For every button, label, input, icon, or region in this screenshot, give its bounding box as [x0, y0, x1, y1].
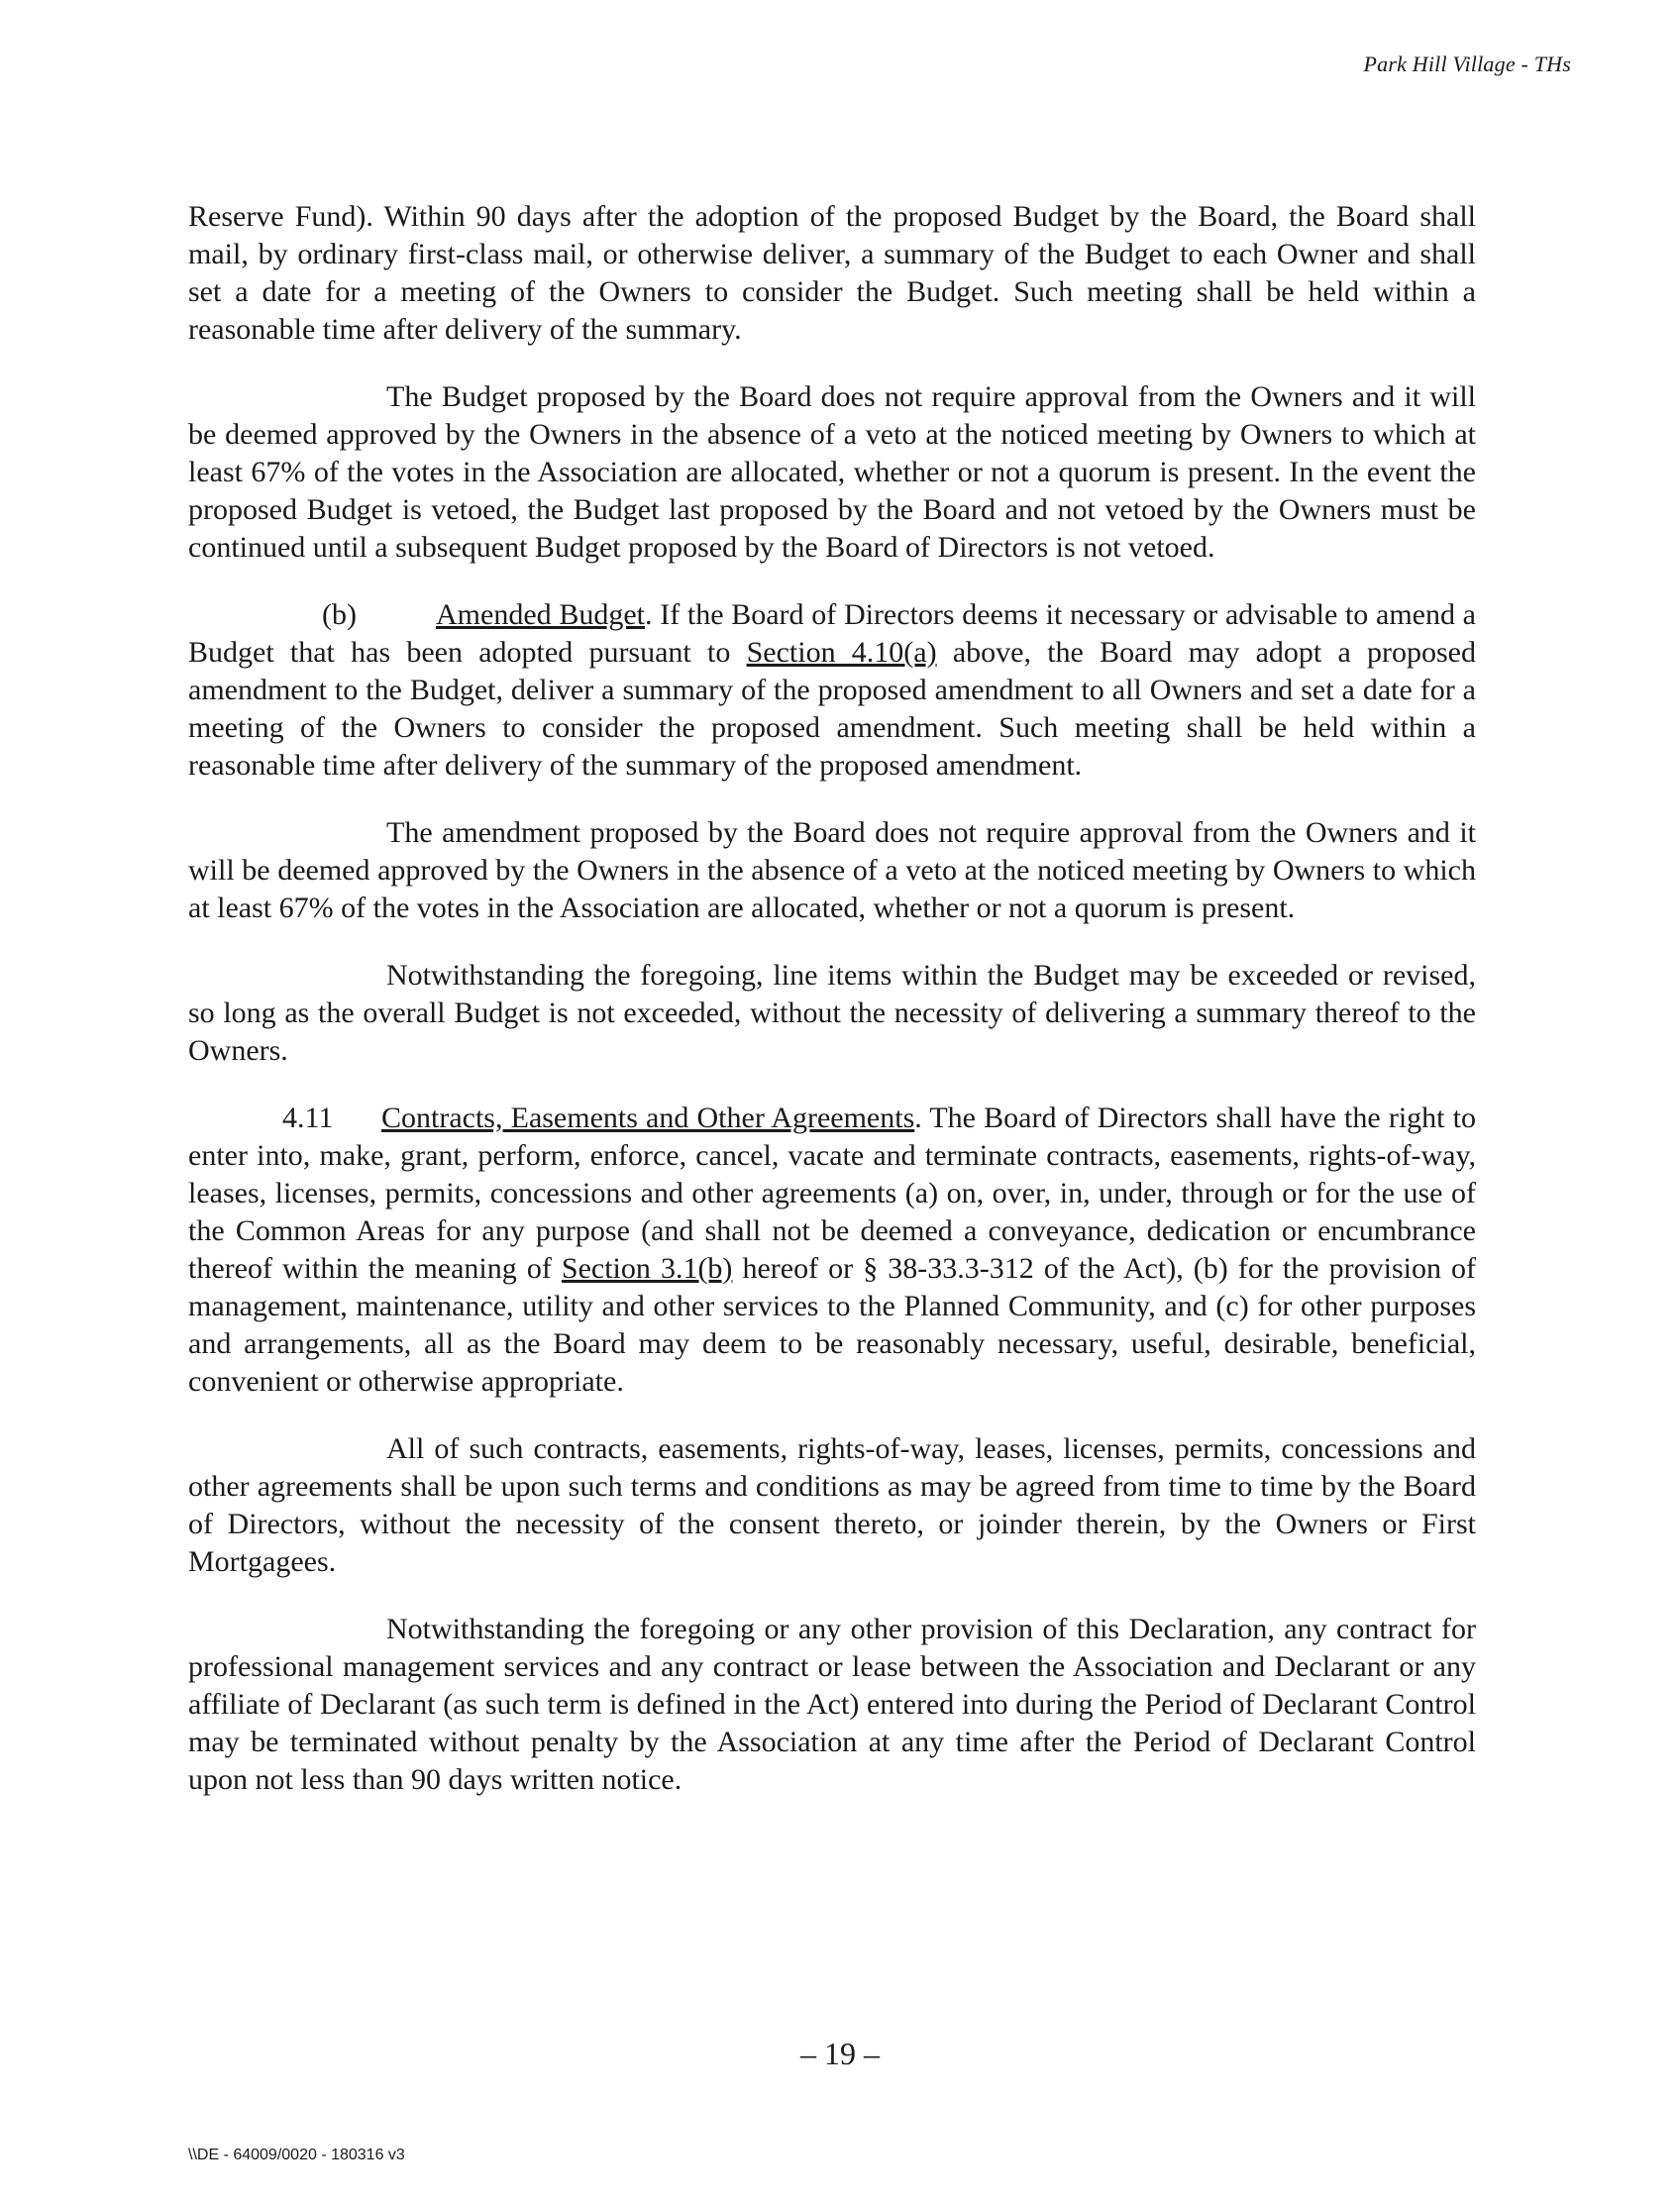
paragraph-termination: Notwithstanding the foregoing or any other provision of this Declaration, any contract for professional management services and any contract or lease between the Association and Declarant or any affiliate of Declarant (as such term is defined in the Act) entered into during the Period of Declarant Control may be terminated without penalty by the Association at any time after the Period of Declarant Control upon not less than 90 days written notice.: [188, 1613, 1476, 1796]
section-number: 4.11: [282, 1102, 334, 1134]
section-reference: Section 3.1(b): [561, 1252, 733, 1285]
paragraph-contracts: [188, 1100, 1476, 1401]
document-id: \\DE - 64009/0020 - 180316 v3: [188, 2147, 405, 2163]
subsection-label: (b): [322, 598, 357, 631]
document-body: [188, 198, 1476, 1829]
paragraph-line-items: Notwithstanding the foregoing, line items within the Budget may be exceeded or revised, so long as the overall Budget is not exceeded, without the necessity of delivering a summary thereof to the Owners.: [188, 959, 1476, 1067]
paragraph-budget-approval: The Budget proposed by the Board does not require approval from the Owners and it will be deemed approved by the Owners in the absence of a veto at the noticed meeting by Owners to which at least 67% of the votes in the Association are allocated, whether or not a quorum is present. In the event the proposed Budget is vetoed, the Budget last proposed by the Board and not vetoed by the Owners must be continued until a subsequent Budget proposed by the Board of Directors is not vetoed.: [188, 380, 1476, 564]
paragraph-amended-budget: [188, 596, 1476, 785]
page-number: – 19 –: [800, 2036, 880, 2071]
paragraph-text: . If the Board of Directors deems it necessary or advisable to amend a Budget that has been adopted pursuant to: [188, 598, 1476, 669]
paragraph-text: above, the Board may adopt a proposed amendment to the Budget, deliver a summary of the proposed amendment to all Owners and set a date for a meeting of the Owners to consider the proposed amendment. Such meeting shall be held within a reasonable time after delivery of the summary of the proposed amendment.: [188, 636, 1476, 782]
subsection-heading: Amended Budget: [436, 598, 645, 631]
paragraph-text: hereof or § 38-33.3-312 of the Act), (b) for the provision of management, maintenance, utility and other services to the Planned Community, and (c) for other purposes and arrangements, all as the Board may deem to be reasonably necessary, useful, desirable, beneficial, convenient or otherwise appropriate.: [188, 1252, 1477, 1398]
section-heading: Contracts, Easements and Other Agreements: [381, 1102, 915, 1134]
paragraph-reserve-fund: Reserve Fund). Within 90 days after the adoption of the proposed Budget by the Board, the Board shall mail, by ordinary first-class mail, or otherwise deliver, a summary of the Budget to each Owner and shall set a date for a meeting of the Owners to consider the Budget. Such meeting shall be held within a reasonable time after delivery of the summary.: [188, 200, 1476, 346]
running-header: Park Hill Village - THs: [1363, 52, 1571, 76]
section-reference: Section 4.10(a): [746, 636, 937, 669]
paragraph-text: . The Board of Directors shall have the right to enter into, make, grant, perform, enforce, cancel, vacate and terminate contracts, easements, rights-of-way, leases, licenses, permits, concessions and other agreements (a) on, over, in, under, through or for the use of the Common Areas for any purpose (and shall not be deemed a conveyance, dedication or encumbrance thereof within the meaning of: [188, 1102, 1476, 1285]
paragraph-amendment-approval: The amendment proposed by the Board does not require approval from the Owners and it will be deemed approved by the Owners in the absence of a veto at the noticed meeting by Owners to which at least 67% of the votes in the Association are allocated, whether or not a quorum is present.: [188, 816, 1476, 924]
paragraph-contract-terms: All of such contracts, easements, rights-of-way, leases, licenses, permits, concessions and other agreements shall be upon such terms and conditions as may be agreed from time to time by the Board of Directors, without the necessity of the consent thereto, or joinder therein, by the Owners or First Mortgagees.: [188, 1432, 1476, 1578]
